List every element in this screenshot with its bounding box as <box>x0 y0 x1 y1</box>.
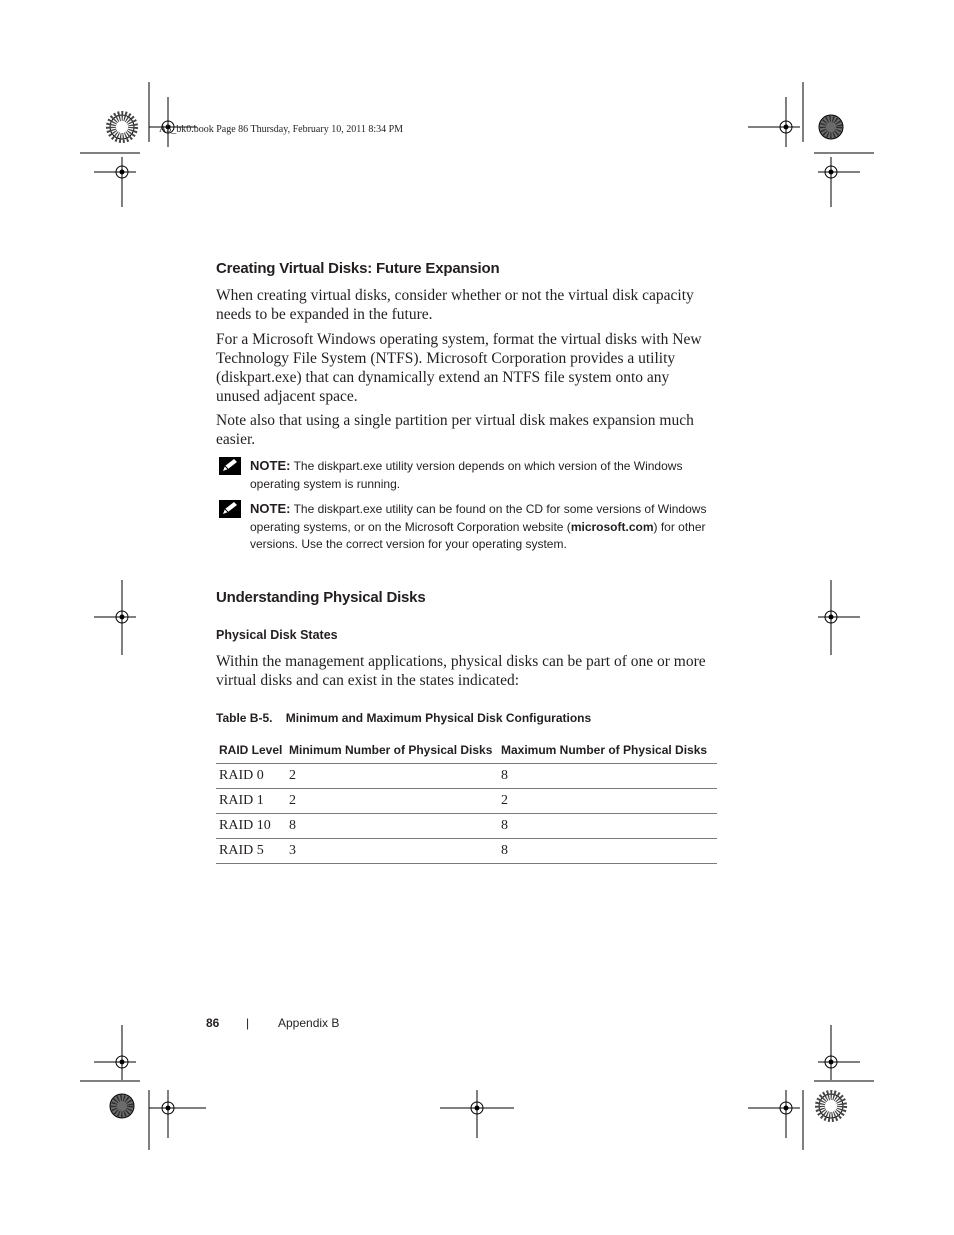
note-diskpart-location <box>250 500 716 554</box>
note-label: NOTE: <box>250 458 291 473</box>
table-header-row <box>216 737 717 764</box>
paragraph-states: Within the management applications, physical disks can be part of one or more virtual disks and can exist in the states indicated: <box>216 653 706 689</box>
table-row <box>216 814 717 839</box>
table-cell: RAID 0 <box>216 764 286 789</box>
table-cell: 8 <box>498 764 717 789</box>
note-text: ) for other versions. Use the correct version for your operating system. <box>250 519 706 551</box>
table-cell: 3 <box>286 839 498 864</box>
table-row <box>216 839 717 864</box>
paragraph-partition: Note also that using a single partition per virtual disk makes expansion much easier. <box>216 412 694 448</box>
subheading-disk-states: Physical Disk States <box>216 628 338 642</box>
table-caption: Table B-5. Minimum and Maximum Physical Disk Configurations <box>216 711 592 725</box>
note-label: NOTE: <box>250 501 291 516</box>
note-text: The diskpart.exe utility can be found on the CD for some versions of Windows operating systems, or on the Microsoft Corporation website ( <box>250 502 707 534</box>
table-cell: 2 <box>286 789 498 814</box>
print-slug: A5_bk0.book Page 86 Thursday, February 10, 2011 8:34 PM <box>159 124 404 135</box>
note-diskpart-version <box>250 457 716 493</box>
section-heading-future-expansion: Creating Virtual Disks: Future Expansion <box>216 260 500 277</box>
table-cell: 2 <box>498 789 717 814</box>
table-cell: RAID 1 <box>216 789 286 814</box>
table-cell: 8 <box>498 814 717 839</box>
table-row <box>216 764 717 789</box>
footer-section: Appendix B <box>278 1016 340 1030</box>
column-header: Maximum Number of Physical Disks <box>498 737 717 764</box>
table-cell: RAID 5 <box>216 839 286 864</box>
table-cell: 8 <box>498 839 717 864</box>
footer-separator: | <box>246 1016 250 1030</box>
table-cell: RAID 10 <box>216 814 286 839</box>
note-pencil-icon <box>219 500 241 518</box>
section-heading-physical-disks: Understanding Physical Disks <box>216 589 426 606</box>
paragraph-capacity: When creating virtual disks, consider whether or not the virtual disk capacity needs to be expanded in the future. <box>216 287 694 323</box>
table-row <box>216 789 717 814</box>
note-text: The diskpart.exe utility version depends on which version of the Windows operating system is running. <box>250 459 683 491</box>
microsoft-link[interactable]: microsoft.com <box>570 519 654 534</box>
page-number: 86 <box>206 1016 220 1030</box>
column-header: RAID Level <box>216 737 286 764</box>
column-header: Minimum Number of Physical Disks <box>286 737 498 764</box>
raid-config-table <box>216 737 717 864</box>
table-cell: 2 <box>286 764 498 789</box>
note-pencil-icon <box>219 457 241 475</box>
table-cell: 8 <box>286 814 498 839</box>
paragraph-ntfs: For a Microsoft Windows operating system, format the virtual disks with New Technology File System (NTFS). Microsoft Corporation provides a utility (diskpart.exe) that can dynamically extend an NTFS file system onto any unused adjacent space. <box>216 331 702 405</box>
